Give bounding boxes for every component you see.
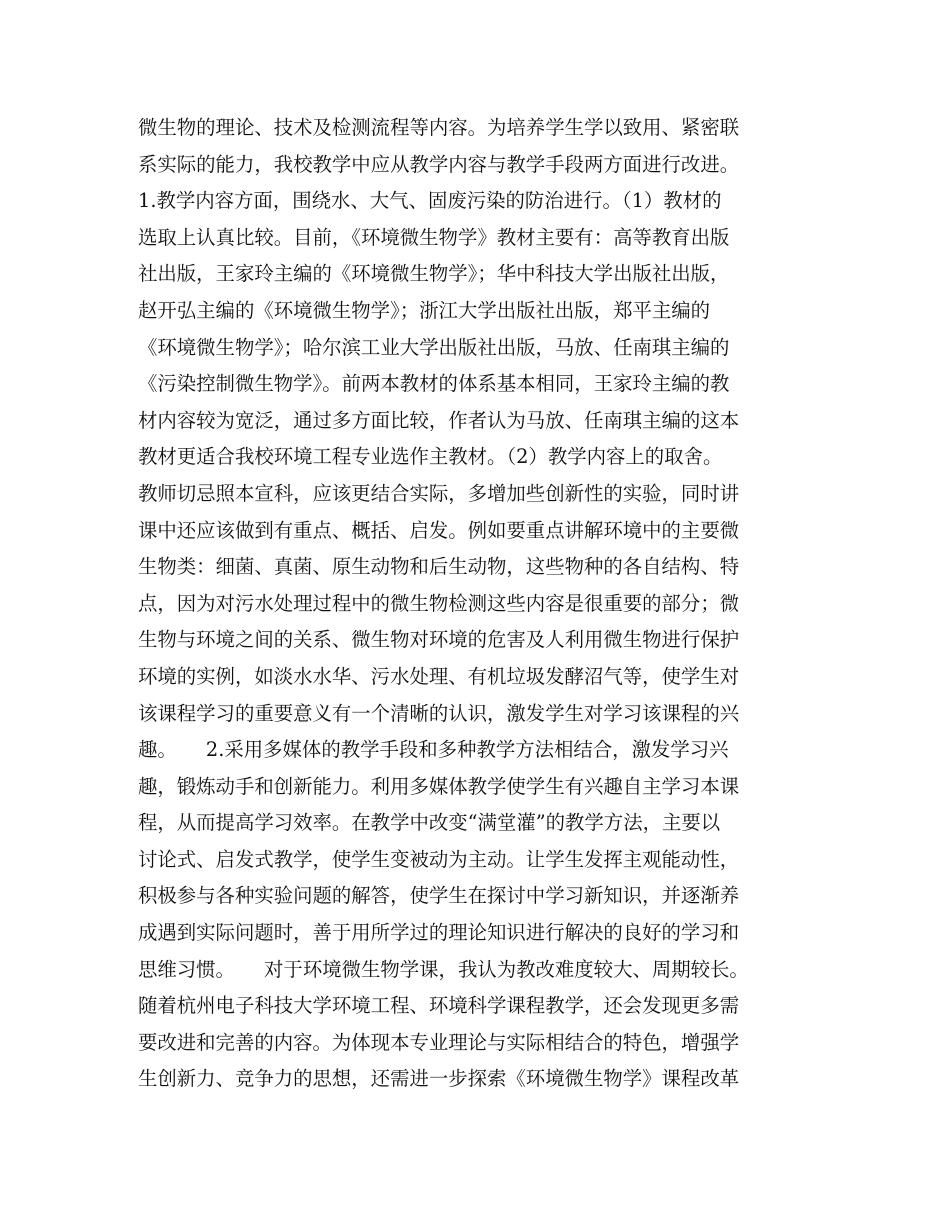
text-line: 《污染控制微生物学》。前两本教材的体系基本相同，王家玲主编的教 — [138, 372, 730, 396]
text-line: 选取上认真比较。目前，《环境微生物学》教材主要有：高等教育出版 — [138, 225, 730, 249]
body-paragraph — [138, 110, 828, 1098]
text-line: 教师切忌照本宣科，应该更结合实际，多增加些创新性的实验，同时讲 — [138, 481, 740, 505]
text-line: 材内容较为宽泛，通过多方面比较，作者认为马放、任南琪主编的这本 — [138, 408, 740, 432]
text-line: 随着杭州电子科技大学环境工程、环境科学课程教学，还会发现更多需 — [138, 994, 740, 1018]
text-line: 讨论式、启发式教学，使学生变被动为主动。让学生发挥主观能动性， — [138, 847, 740, 871]
text-line: 生创新力、竞争力的思想，还需进一步探索《环境微生物学》课程改革 — [138, 1067, 740, 1091]
text-line: 积极参与各种实验问题的解答，使学生在探讨中学习新知识，并逐渐养 — [138, 884, 740, 908]
text-line: 成遇到实际问题时，善于用所学过的理论知识进行解决的良好的学习和 — [138, 921, 740, 945]
text-line: 系实际的能力，我校教学中应从教学内容与教学手段两方面进行改进。 — [138, 152, 740, 176]
text-line: 要改进和完善的内容。为体现本专业理论与实际相结合的特色，增强学 — [138, 1030, 740, 1054]
text-line: 赵开弘主编的《环境微生物学》；浙江大学出版社出版，郑平主编的 — [138, 298, 711, 322]
text-line: 社出版，王家玲主编的《环境微生物学》；华中科技大学出版社出版， — [138, 262, 730, 286]
text-line: 1.教学内容方面，围绕水、大气、固废污染的防治进行。（1）教材的 — [138, 189, 722, 213]
text-line: 点，因为对污水处理过程中的微生物检测这些内容是很重要的部分；微 — [138, 591, 740, 615]
text-line: 教材更适合我校环境工程专业选作主教材。（2）教学内容上的取舍。 — [138, 445, 723, 469]
text-line: 环境的实例，如淡水水华、污水处理、有机垃圾发酵沼气等，使学生对 — [138, 664, 740, 688]
text-line: 该课程学习的重要意义有一个清晰的认识，激发学生对学习该课程的兴 — [138, 701, 740, 725]
text-line: 趣。 2.采用多媒体的教学手段和多种教学方法相结合，激发学习兴 — [138, 738, 729, 762]
text-line: 课中还应该做到有重点、概括、启发。例如要重点讲解环境中的主要微 — [138, 518, 740, 542]
text-line: 《环境微生物学》；哈尔滨工业大学出版社出版，马放、任南琪主编的 — [138, 335, 730, 359]
text-line: 趣，锻炼动手和创新能力。利用多媒体教学使学生有兴趣自主学习本课 — [138, 774, 740, 798]
text-line: 微生物的理论、技术及检测流程等内容。为培养学生学以致用、紧密联 — [138, 116, 740, 139]
text-line: 思维习惯。 对于环境微生物学课，我认为教改难度较大、周期较长。 — [138, 957, 749, 981]
text-line: 生物与环境之间的关系、微生物对环境的危害及人利用微生物进行保护 — [138, 628, 740, 652]
text-line: 程，从而提高学习效率。在教学中改变“满堂灌”的教学方法，主要以 — [138, 811, 721, 835]
text-line: 生物类：细菌、真菌、原生动物和后生动物，这些物种的各自结构、特 — [138, 555, 740, 579]
